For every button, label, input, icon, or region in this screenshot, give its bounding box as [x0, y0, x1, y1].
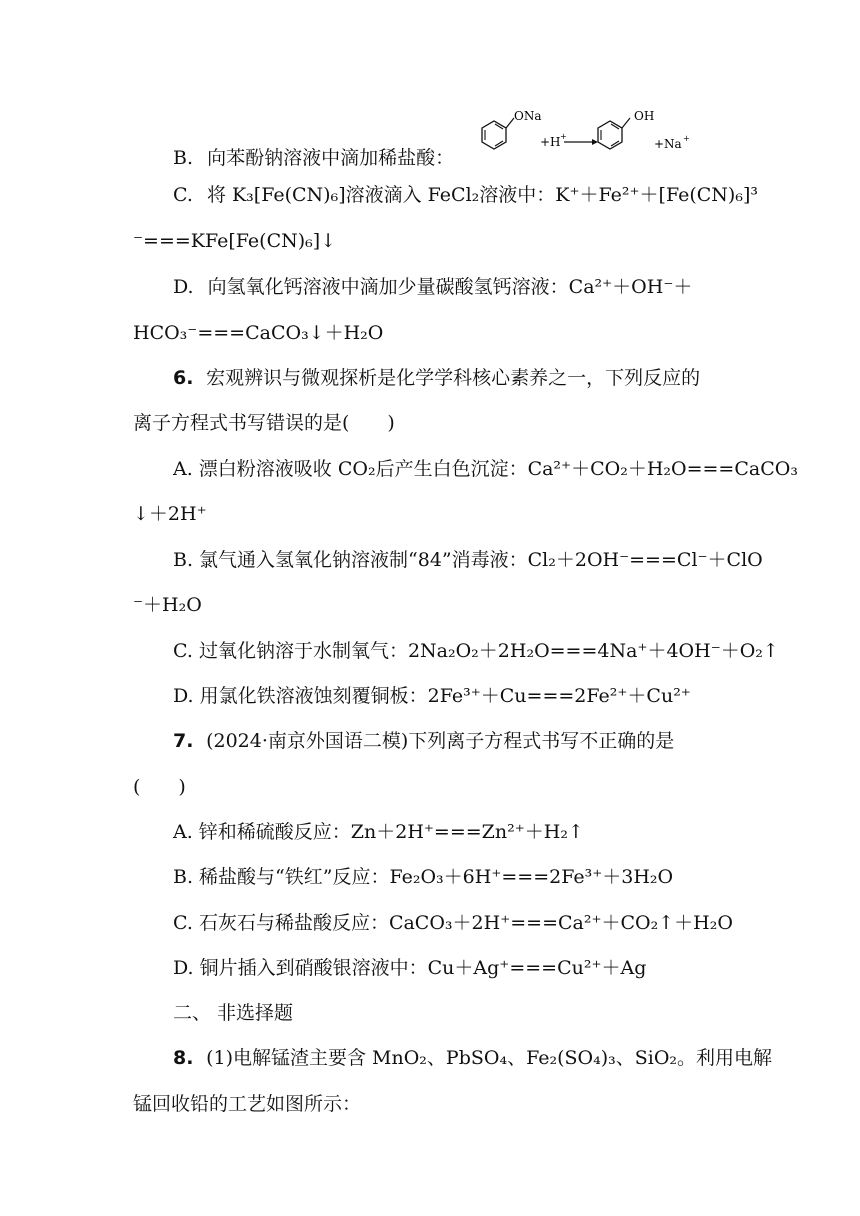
- q7-option-b: B. 稀盐酸与“铁红”反应：Fe₂O₃＋6H⁺===2Fe³⁺＋3H₂O: [173, 866, 674, 888]
- benzene-ring-icon: [482, 121, 506, 149]
- q6-option-d: D. 用氯化铁溶液蚀刻覆铜板：2Fe³⁺＋Cu===2Fe²⁺＋Cu²⁺: [173, 685, 691, 707]
- section-title: 二、 非选择题: [173, 1002, 294, 1024]
- q5-option-c-line1: [173, 183, 860, 207]
- reactant-substituent: ONa: [514, 109, 542, 123]
- question-number: 7.: [173, 730, 194, 752]
- q7-option-a: A. 锌和稀硫酸反应：Zn＋2H⁺===Zn²⁺＋H₂↑: [173, 821, 584, 843]
- q7-option-d: D. 铜片插入到硝酸银溶液中：Cu＋Ag⁺===Cu²⁺＋Ag: [173, 957, 647, 979]
- q6-option-b-line2: ⁻＋H₂O: [133, 594, 202, 616]
- option-label: B.: [173, 147, 194, 169]
- plus-h-charge: +: [560, 132, 567, 141]
- q5-option-d-line2: HCO₃⁻===CaCO₃↓＋H₂O: [133, 322, 384, 344]
- option-label: C.: [173, 184, 193, 206]
- q5-option-c-line2: ⁻===KFe[Fe(CN)₆]↓: [133, 230, 337, 252]
- option-text: 将 K₃[Fe(CN)₆]溶液滴入 FeCl₂溶液中：K⁺＋Fe²⁺＋[Fe(CN)₆]³: [206, 184, 758, 206]
- q8-stem-line1: [173, 1046, 860, 1070]
- plus-h: +H: [540, 135, 561, 149]
- plus-na-charge: +: [683, 134, 690, 143]
- q6-option-c: C. 过氧化钠溶于水制氧气：2Na₂O₂＋2H₂O===4Na⁺＋4OH⁻＋O₂↑: [173, 640, 779, 662]
- benzene-ring-icon: [598, 121, 622, 149]
- q6-stem-line1: [173, 366, 860, 390]
- product-substituent: OH: [634, 109, 655, 123]
- question-text: 宏观辨识与微观探析是化学学科核心素养之一，下列反应的: [206, 367, 701, 389]
- q7-stem-line1: [173, 729, 860, 753]
- q7-stem-line2: ( ): [133, 776, 186, 798]
- option-label: D.: [173, 276, 194, 298]
- option-text: 向氢氧化钙溶液中滴加少量碳酸氢钙溶液：Ca²⁺＋OH⁻＋: [207, 276, 693, 298]
- plus-na: +Na: [654, 137, 682, 151]
- question-text: (1)电解锰渣主要含 MnO₂、PbSO₄、Fe₂(SO₄)₃、SiO₂。利用电解: [206, 1047, 773, 1069]
- phenoxide-reaction-scheme: [464, 104, 704, 164]
- q8-stem-line2: 锰回收铅的工艺如图所示：: [133, 1093, 362, 1115]
- q6-option-a-line1: A. 漂白粉溶液吸收 CO₂后产生白色沉淀：Ca²⁺＋CO₂＋H₂O===CaCO₃: [173, 458, 798, 480]
- q7-option-c: C. 石灰石与稀盐酸反应：CaCO₃＋2H⁺===Ca²⁺＋CO₂↑＋H₂O: [173, 912, 733, 934]
- q6-option-a-line2: ↓＋2H⁺: [133, 503, 207, 525]
- q6-option-b-line1: B. 氯气通入氢氧化钠溶液制“84”消毒液：Cl₂＋2OH⁻===Cl⁻＋ClO: [173, 549, 763, 571]
- q6-stem-line2: 离子方程式书写错误的是( ): [133, 412, 395, 434]
- option-text: 向苯酚钠溶液中滴加稀盐酸：: [207, 147, 455, 169]
- question-text: (2024·南京外国语二模)下列离子方程式书写不正确的是: [206, 730, 675, 752]
- reaction-scheme-drawing: [464, 104, 704, 164]
- q5-option-d-line1: [173, 275, 860, 299]
- question-number: 8.: [173, 1047, 194, 1069]
- question-number: 6.: [173, 367, 194, 389]
